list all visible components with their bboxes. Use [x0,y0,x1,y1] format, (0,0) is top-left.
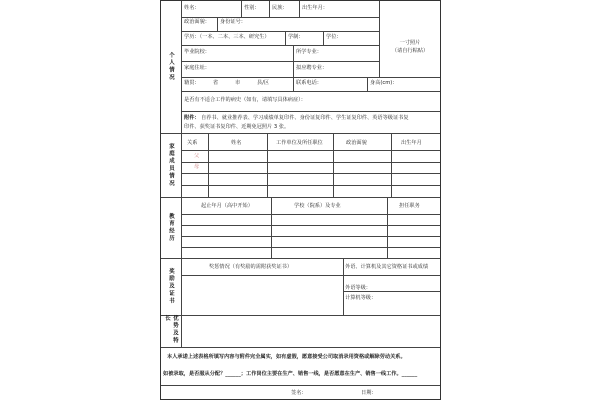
signature-field[interactable]: 签名： [291,390,307,396]
application-form [160,0,441,400]
education-header-period: 起止年月（高中开始） [201,203,253,209]
photo-label: 一寸照片 [399,40,421,46]
education-level-field[interactable]: 学历：（一本、二本、三本、研究生） [184,34,270,40]
computer-level-field[interactable]: 计算机等级： [345,295,377,301]
height-field[interactable]: 身高(cm)： [370,80,398,86]
attachment-label: 附件： [184,115,200,121]
photo-hint: （请自行粘贴） [391,48,429,54]
awards-section-label: 奖励及证书 [168,268,174,305]
phone-field[interactable]: 联系电话： [296,80,322,86]
graduate-school-field[interactable]: 毕业院校： [184,49,210,55]
strengths-section-label: 优势及特长 [164,315,178,345]
ethnicity-field[interactable]: 民族： [272,5,288,11]
degree-field[interactable]: 学位： [326,34,342,40]
applied-major-field[interactable]: 拟应聘专业： [296,65,328,71]
origin-field[interactable]: 籍贯： [184,80,200,86]
family-header-work: 工作单位及所任职位 [276,140,323,146]
declaration-line1: 本人承诺上述表格所填写内容与附件完全属实，如有虚假，愿意接受公司取消录用资格或解除劳动关系。 [167,354,406,360]
id-number-field[interactable]: 身份证号： [220,19,246,25]
family-relation-mother: 母 [194,164,200,170]
education-header-position: 担任职务 [399,203,420,209]
education-header-school: 学校（院系）及专业 [294,203,341,209]
attachment-list-line2: 印件、获奖证书复印件、近期免冠照片 3 张。 [184,124,290,130]
politics-field[interactable]: 政治面貌： [184,19,210,25]
gender-field[interactable]: 性别： [244,5,260,11]
home-address-field[interactable]: 家庭住址： [184,65,210,71]
date-field[interactable]: 日期： [361,390,377,396]
awards-header: 奖惩情况（有奖励的需附获奖证书） [209,264,293,270]
family-header-relation: 关系 [187,140,198,146]
family-relation-father: 父 [194,153,200,159]
school-system-field[interactable]: 学制： [288,34,304,40]
foreign-language-level-field[interactable]: 外语等级： [345,285,371,291]
photo-placeholder[interactable] [379,17,441,77]
family-header-politics: 政治面貌 [346,140,367,146]
origin-city: 市 [235,80,241,86]
attachment-list-line1: 自荐书、就业推荐表、学习成绩单复印件、身份证复印件、学生证复印件、英语等级证书复 [201,115,409,121]
family-header-name: 姓名 [231,140,242,146]
major-field[interactable]: 所学专业： [296,49,322,55]
family-header-birth: 出生年月 [401,140,422,146]
certificates-header: 外语、计算机及其它资格证书或成绩 [345,264,429,270]
declaration-line2: 如被录取，是否服从分配？______；工作岗位主要在生产、销售一线，是否愿意在生产、销售一线工作。______ [163,371,418,377]
personal-section-label: 个人情况 [168,52,174,82]
origin-county: 县/区 [257,80,270,86]
name-field[interactable]: 姓名： [184,5,200,11]
disease-history-field[interactable]: 是否有不适合工作的病史（如有，请填写具体病症）： [184,97,306,103]
family-section-label: 家庭成员情况 [168,142,174,188]
birth-field[interactable]: 出生年月： [302,5,328,11]
education-section-label: 教育经历 [168,212,174,243]
origin-province: 省 [213,80,219,86]
